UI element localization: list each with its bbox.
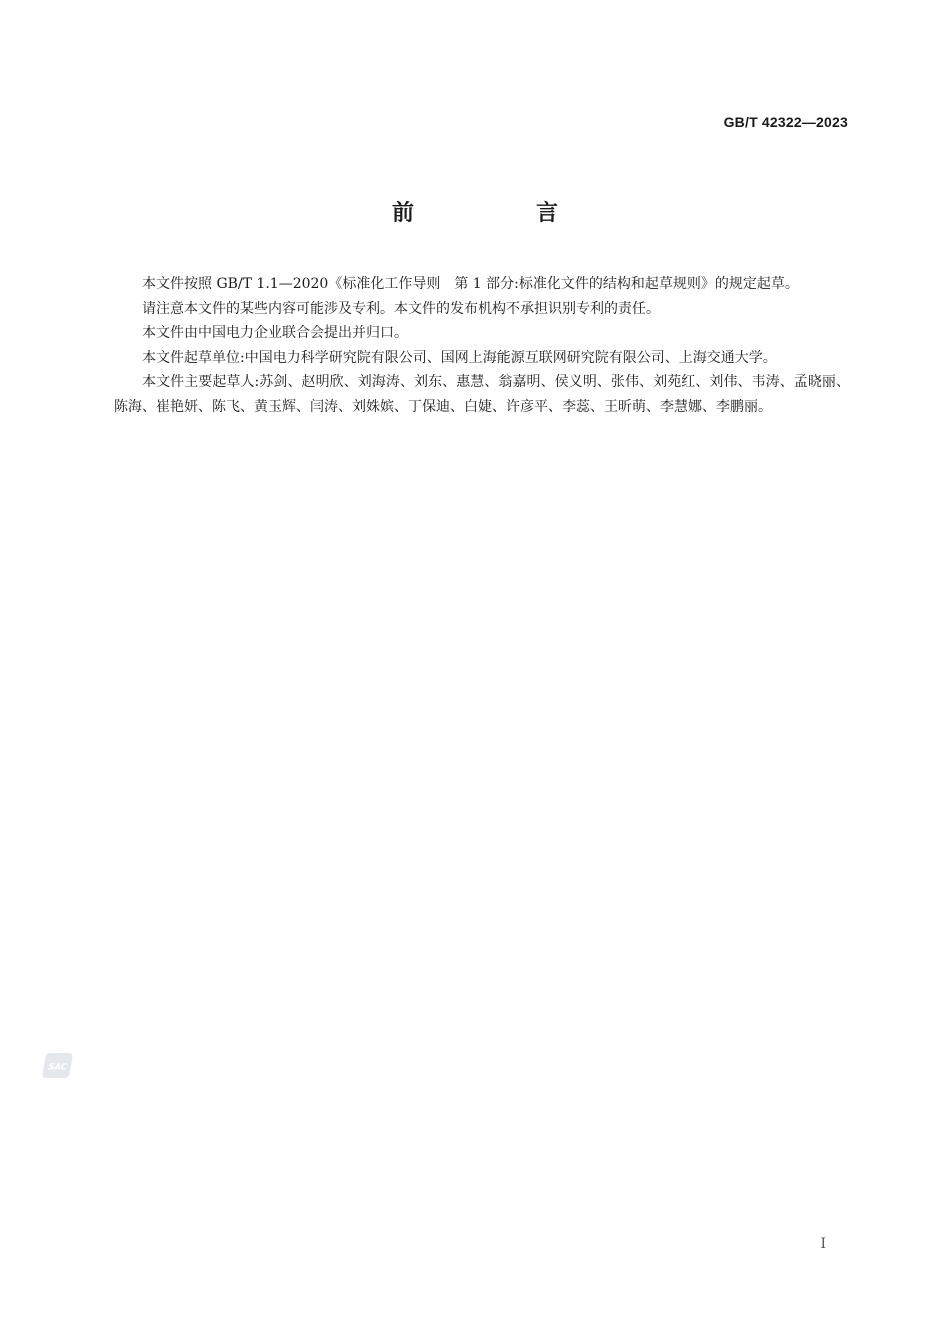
page-title: 前 言 [391,201,608,226]
foreword-body [114,272,850,419]
paragraph-proposer: 本文件由中国电力企业联合会提出并归口。 [142,325,408,341]
paragraph-drafters: 本文件主要起草人:苏剑、赵明欣、刘海涛、刘东、惠慧、翁嘉明、侯义明、张伟、刘苑红、刘伟、韦涛、孟晓丽、陈海、崔艳妍、陈飞、黄玉辉、闫涛、刘姝嫔、丁保迪、白婕、许彦平、李蕊、王昕萌、李慧娜、李鹏丽。 [114,374,850,415]
paragraph-drafting-rules: 本文件按照 GB/T 1.1—2020《标准化工作导则 第 1 部分:标准化文件的结构和起草规则》的规定起草。 [142,276,799,292]
sac-logo-icon [44,1060,70,1072]
sac-logo-watermark [42,1053,73,1078]
standard-number: GB/T 42322—2023 [723,114,848,130]
sac-logo-text: SAC [47,1062,68,1072]
paragraph-drafting-units: 本文件起草单位:中国电力科学研究院有限公司、国网上海能源互联网研究院有限公司、上海交通大学。 [142,349,777,366]
page-number: I [820,1236,826,1252]
paragraph-patent-notice: 请注意本文件的某些内容可能涉及专利。本文件的发布机构不承担识别专利的责任。 [142,300,660,317]
